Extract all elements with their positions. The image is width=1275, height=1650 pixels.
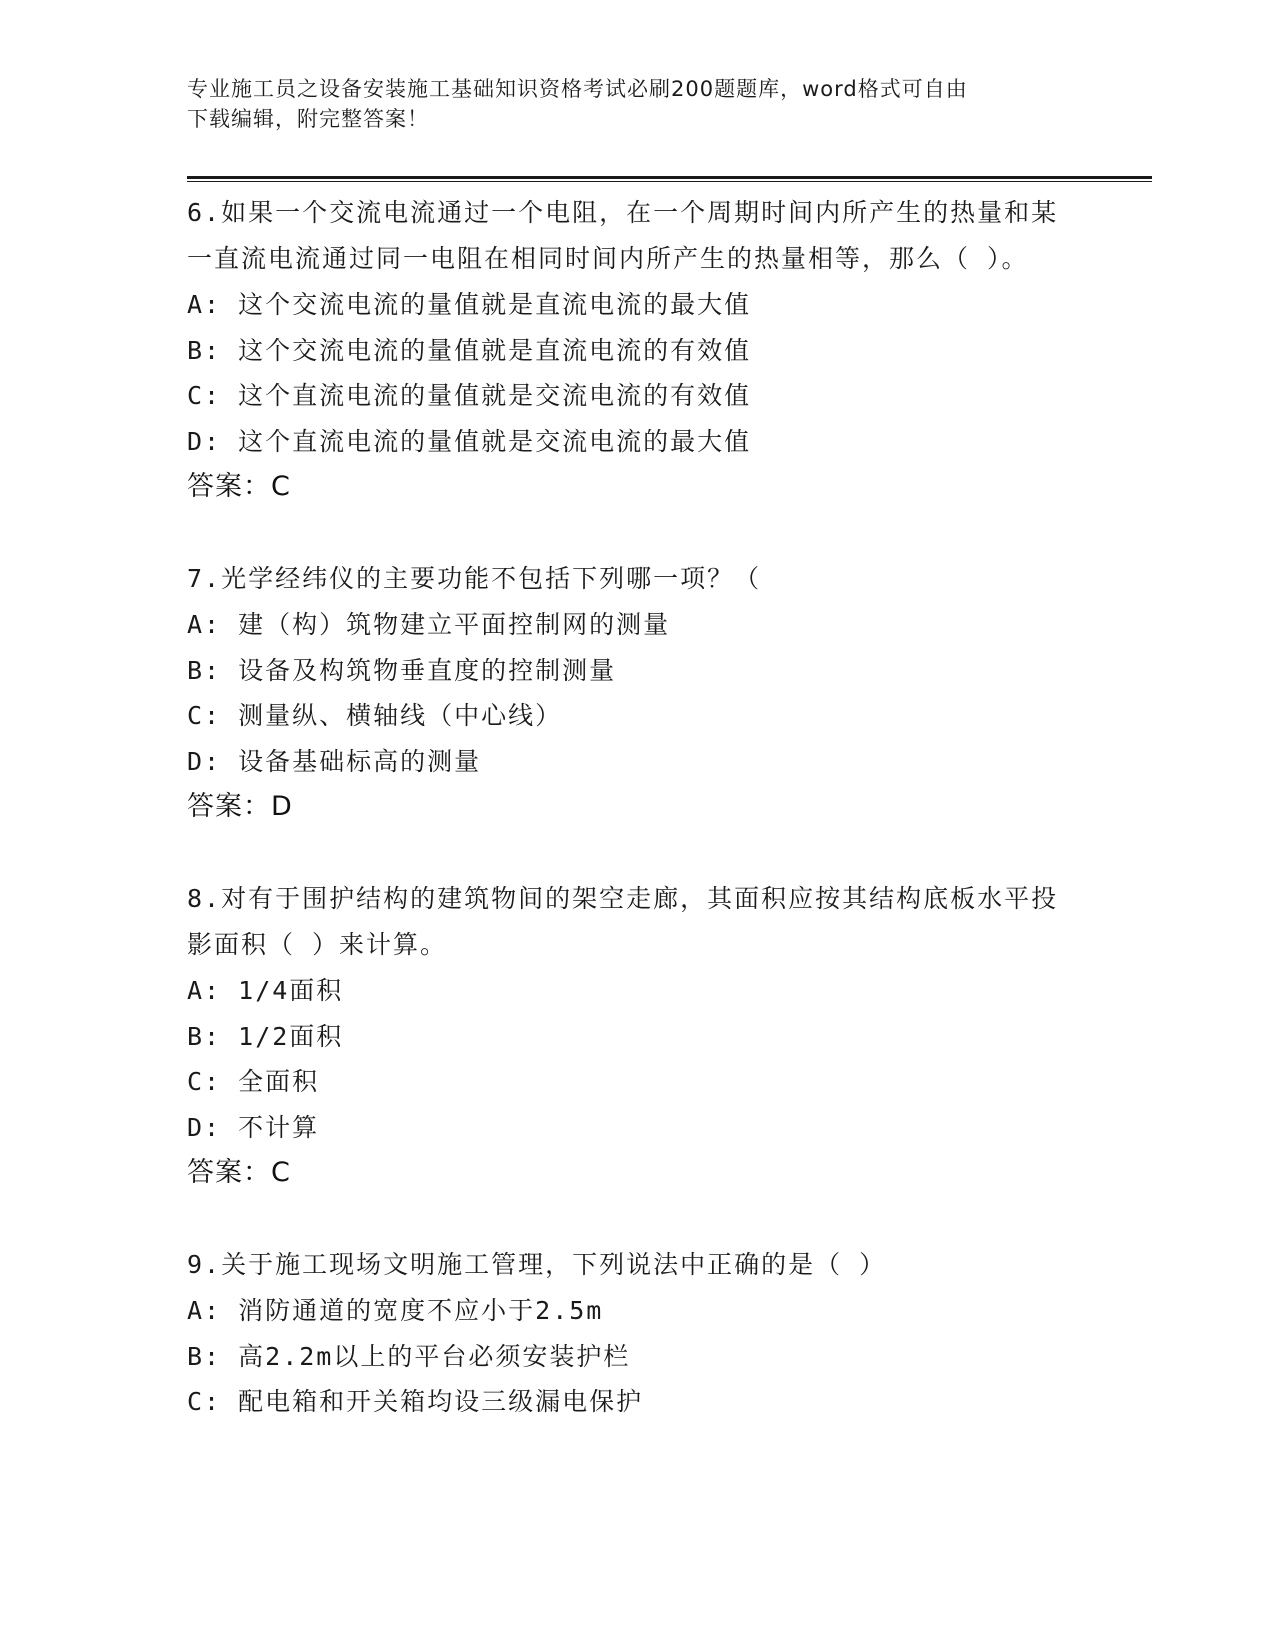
header-line-1: 专业施工员之设备安装施工基础知识资格考试必刷200题题库，word格式可自由 [187,77,968,101]
question-block-7 [187,556,1067,830]
option-b: B: 设备及构筑物垂直度的控制测量 [187,655,617,685]
answer-8: 答案：C [187,1157,291,1188]
document-header [187,74,1067,134]
header-line-2: 下载编辑，附完整答案！ [187,107,429,131]
option-d: D: 设备基础标高的测量 [187,746,482,776]
option-d: D: 不计算 [187,1112,320,1142]
option-a: A: 消防通道的宽度不应小于2.5m [187,1296,604,1325]
option-b: B: 1/2面积 [187,1021,344,1051]
option-c: C: 配电箱和开关箱均设三级漏电保护 [187,1387,644,1416]
question-block-9 [187,1242,1067,1425]
option-d: D: 这个直流电流的量值就是交流电流的最大值 [187,426,752,456]
option-a: A: 1/4面积 [187,976,344,1005]
option-b: B: 这个交流电流的量值就是直流电流的有效值 [187,335,752,365]
option-c: C: 全面积 [187,1067,320,1096]
header-divider-thin [187,181,1152,182]
option-c: C: 这个直流电流的量值就是交流电流的有效值 [187,381,752,410]
option-a: A: 这个交流电流的量值就是直流电流的最大值 [187,290,752,319]
question-block-8 [187,876,1067,1196]
question-stem-8: 8.对有于围护结构的建筑物间的架空走廊，其面积应按其结构底板水平投影面积（ ）来计算。 [187,884,1059,959]
header-divider-thick [187,176,1152,179]
question-stem-6: 6.如果一个交流电流通过一个电阻，在一个周期时间内所产生的热量和某一直流电流通过同一电阻在相同时间内所产生的热量相等，那么（ ）。 [187,198,1059,273]
question-block-6 [187,190,1067,510]
option-b: B: 高2.2m以上的平台必须安装护栏 [187,1341,631,1371]
option-a: A: 建（构）筑物建立平面控制网的测量 [187,610,671,639]
answer-6: 答案：C [187,471,291,502]
question-stem-9: 9.关于施工现场文明施工管理，下列说法中正确的是（ ） [187,1250,887,1279]
answer-7: 答案：D [187,791,293,822]
question-list [187,190,1067,1471]
question-stem-7: 7.光学经纬仪的主要功能不包括下列哪一项？（ [187,564,762,593]
option-c: C: 测量纵、横轴线（中心线） [187,701,563,730]
